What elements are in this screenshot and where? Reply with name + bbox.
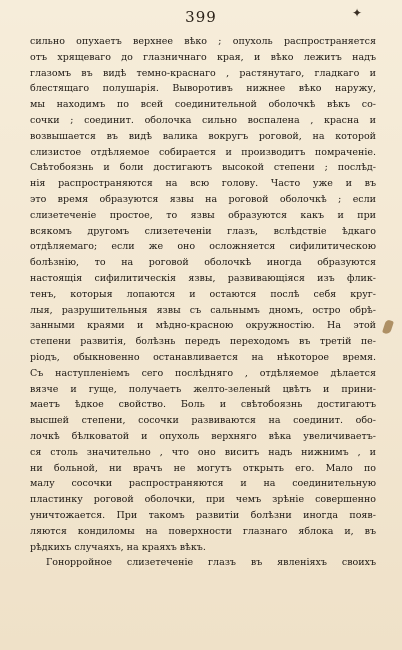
text-line: отдѣляемаго; если же оно осложняется сифилитическою <box>30 241 376 253</box>
text-line: Свѣтобоязнь и боли достигаютъ высокой степени ; послѣд- <box>30 162 376 174</box>
text-line: Съ наступленіемъ сего послѣдняго , отдѣляемое дѣлается <box>30 367 376 379</box>
text-line: слизистое отдѣляемое собирается и производитъ помраченіе. <box>30 146 376 158</box>
text-line: ся столь значительно , что оно виситъ надъ нижнимъ , и <box>30 446 376 458</box>
text-line: Гонорройное слизетеченіе глазъ въ явленіяхъ своихъ <box>46 557 376 569</box>
text-line: ляются кондиломы на поверхности глазнаго яблока и, въ <box>30 525 376 537</box>
text-line: отъ хрящеваго до глазничнаго края, и вѣко лежитъ надъ <box>30 51 376 63</box>
text-line: малу сосочки распространяются и на соединительную <box>30 478 376 490</box>
text-line: ріодъ, обыкновенно останавливается на нѣкоторое время. <box>30 351 376 363</box>
text-line: глазомъ въ видѣ темно-краснаго , растянутаго, гладкаго и <box>30 67 376 79</box>
text-line: лыя, разрушительныя язвы съ сальнымъ дномъ, остро обрѣ- <box>30 304 376 316</box>
text-line: вязче и гуще, получаетъ желто-зеленый цвѣтъ и прини- <box>30 383 376 395</box>
page-number: 399 <box>185 8 217 26</box>
text-line: болѣзнію, то на роговой оболочкѣ иногда образуются <box>30 257 376 269</box>
corner-ornament: ✦ <box>351 6 362 20</box>
text-line: слизетеченіе простое, то язвы образуются какъ и при <box>30 209 376 221</box>
text-line: тенъ, которыя лопаются и остаются послѣ себя круг- <box>30 288 376 300</box>
text-line: маетъ ѣдкое свойство. Боль и свѣтобоязнь достигаютъ <box>30 399 376 411</box>
body-text <box>30 34 376 571</box>
text-line: возвышается въ видѣ валика вокругъ роговой, на которой <box>30 130 376 142</box>
text-line: лочкѣ бѣлковатой и опухоль верхняго вѣка увеличиваетъ- <box>30 430 376 442</box>
text-line: ни больной, ни врачъ не могутъ открыть его. Мало по <box>30 462 376 474</box>
text-line: это время образуются язвы на роговой оболочкѣ ; если <box>30 193 376 205</box>
text-line: сильно опухаетъ верхнее вѣко ; опухоль распространяется <box>30 36 376 47</box>
text-line: степени развитія, болѣзнь передъ переходомъ въ третій пе- <box>30 336 376 348</box>
text-line: высшей степени, сосочки развиваются на соединит. обо- <box>30 415 376 427</box>
text-line: мы находимъ по всей соединительной оболочкѣ вѣкъ со- <box>30 99 376 111</box>
text-line: занными краями и мѣдно-красною окружностію. На этой <box>30 320 376 332</box>
text-line: рѣдкихъ случаяхъ, на краяхъ вѣкъ. <box>30 541 206 553</box>
text-line: всякомъ другомъ слизетеченіи глазъ, вслѣдствіе ѣдкаго <box>30 225 376 237</box>
margin-stain <box>382 319 394 335</box>
text-line: пластинку роговой оболочки, при чемъ зрѣніе совершенно <box>30 494 376 506</box>
text-line: настоящія сифилитическія язвы, развивающіяся изъ флик- <box>30 272 376 284</box>
text-line: уничтожается. При такомъ развитіи болѣзни иногда появ- <box>30 509 376 521</box>
text-line: нія распространяются на всю голову. Часто уже и въ <box>30 178 376 190</box>
text-line: сочки ; соединит. оболочка сильно воспалена , красна и <box>30 114 376 126</box>
text-line: блестящаго полушарія. Выворотивъ нижнее вѣко наружу, <box>30 83 376 95</box>
